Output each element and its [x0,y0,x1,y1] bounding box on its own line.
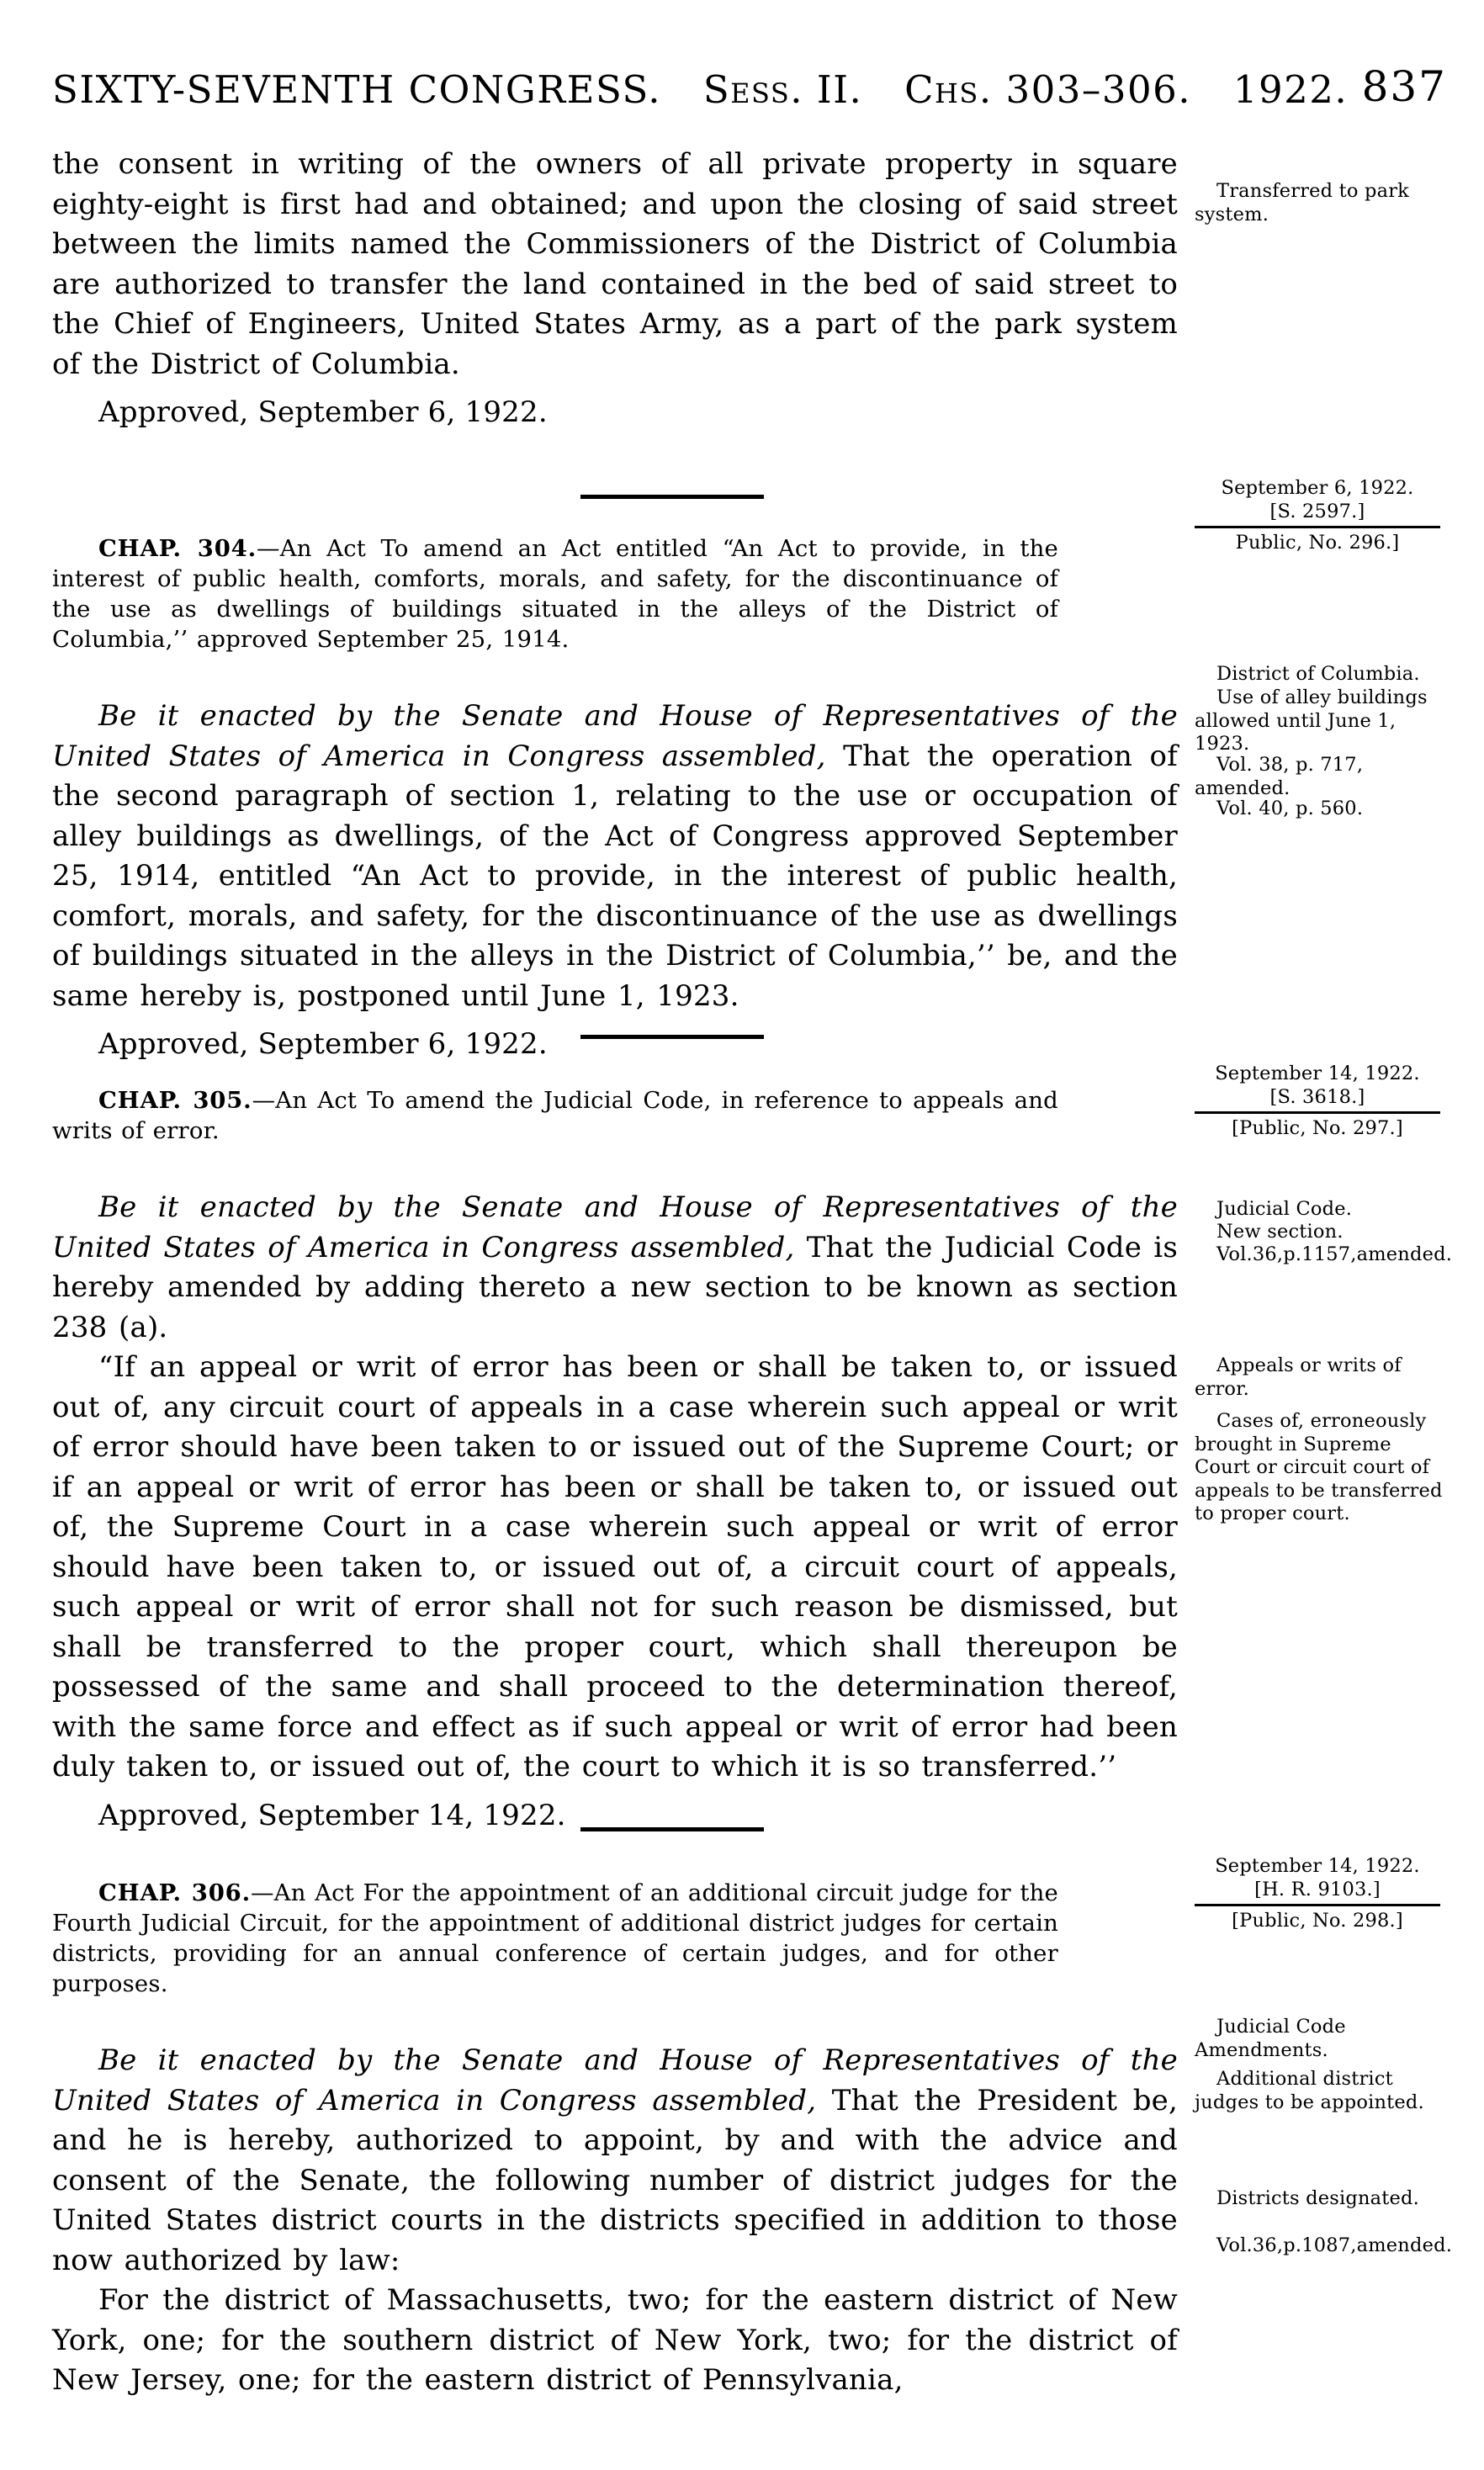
enacting-clause: Be it enacted by the Senate and House of Representatives of the United States of America in Congress assembled, [52,1190,1178,1264]
margin-note: Vol.36,p.1157,amended. [1216,1243,1453,1265]
margin-note: Transferred to park system. [1195,180,1409,225]
section-chap-304 [52,533,1178,1065]
body-text: That the Judicial Code is hereby amended by adding thereto a new section to be known as section 238 (a). [52,1230,1178,1344]
session-label: Sess. II. [702,67,863,112]
chapter-label: CHAP. 305. [98,1087,252,1114]
chapter-title: —An Act For the appointment of an additional circuit judge for the Fourth Judicial Circuit, for the appointment of additional district judges for certain districts, providing for an annual conference of certain judges, and for other purposes. [52,1879,1058,1997]
running-head [52,67,1447,112]
approval-line: Approved, September 6, 1922. [98,395,548,429]
section-chap-306 [52,1878,1178,2401]
chapter-range: Chs. 303–306. [904,67,1192,112]
section-separator-rule [580,1827,764,1831]
chapter-headnote [52,533,1058,655]
approval-line: Approved, September 14, 1922. [98,1798,566,1832]
chapter-title: —An Act To amend an Act entitled “An Act to provide, in the interest of public health, comforts, morals, and safety, for the discontinuance of the use as dwellings of buildings situated in the alleys of the District of Columbia,’’ approved September 25, 1914. [52,535,1059,653]
bill-number: [S. 2597.] [1269,501,1365,522]
paragraph [52,2041,1178,2281]
paragraph: For the district of Massachusetts, two; for the eastern district of New York, one; for the southern district of New York, two; for the district of New Jersey, one; for the eastern district of Pennsylvania, [52,2283,1178,2397]
chapter-headnote [52,1085,1058,1146]
public-law-number: [Public, No. 298.] [1232,1910,1403,1932]
margin-note: Appeals or writs of error. [1195,1354,1402,1400]
body-text: That the President be, and he is hereby, authorized to appoint, by and with the advice and consent of the Senate, the following number of district judges for the United States district courts in the districts specified in addition to those now authorized by law: [52,2083,1178,2277]
page-number: 837 [1361,62,1447,111]
approval-line: Approved, September 6, 1922. [98,1027,548,1061]
bill-number: [H. R. 9103.] [1254,1879,1381,1900]
enactment-date: September 14, 1922. [1215,1855,1420,1877]
section-chap-305 [52,1085,1178,1836]
enacting-clause: Be it enacted by the Senate and House of Representatives of the United States of America in Congress assembled, [52,2043,1178,2118]
chapter-label: CHAP. 304. [98,535,257,562]
margin-rule [1195,526,1440,528]
paragraph: “If an appeal or writ of error has been or shall be taken to, or issued out of, any circuit court of appeals in a case wherein such appeal or writ of error should have been taken to or issued out of the Supreme Court; or if an appeal or writ of error has been or shall be taken to, or issued out of, the Supreme Court in a case wherein such appeal or writ of error should have been taken to, or issued out of, a circuit court of appeals, such appeal or writ of error shall not for such reason be dismissed, but shall be transferred to the proper court, which shall thereupon be possessed of the same and shall proceed to the determination thereof, with the same force and effect as if such appeal or writ of error had been duly taken to, or issued out of, the court to which it is so transferred.’’ [52,1350,1178,1784]
margin-note: Use of alley buildings allowed until June 1, 1923. [1195,686,1428,755]
paragraph [52,697,1178,1016]
margin-note: Judicial Code Amendments. [1195,2016,1346,2061]
date-note-chap-304 [1191,476,1444,554]
margin-note: Vol. 40, p. 560. [1216,798,1364,819]
date-note-chap-306 [1191,1854,1444,1932]
public-law-number: Public, No. 296.] [1235,532,1400,554]
margin-note: New section. [1216,1221,1344,1243]
section-separator-rule [580,495,764,499]
year-label: 1922. [1232,67,1349,112]
spacer [52,1999,1178,2041]
margin-rule [1195,1111,1440,1114]
margin-note: Judicial Code. [1216,1198,1353,1220]
section-separator-rule [580,1035,764,1039]
margin-rule [1195,1904,1440,1906]
bill-number: [S. 3618.] [1269,1086,1365,1108]
spacer [52,1146,1178,1188]
body-text: That the operation of the second paragraph of section 1, relating to the use or occupation of alley buildings as dwellings, of the Act of Congress approved September 25, 1914, entitled “An Act to provide, in the interest of public health, comfort, morals, and safety, for the discontinuance of the use as dwellings of buildings situated in the alleys in the District of Columbia,’’ be, and the same hereby is, postponed until June 1, 1923. [52,739,1179,1013]
congress-title: SIXTY-SEVENTH CONGRESS. [52,67,662,112]
public-law-number: [Public, No. 297.] [1232,1117,1403,1139]
margin-note: Vol. 38, p. 717, amended. [1195,754,1364,799]
margin-note: Additional district judges to be appointed. [1195,2068,1424,2113]
chapter-title: —An Act To amend the Judicial Code, in reference to appeals and writs of error. [52,1087,1058,1144]
margin-note: District of Columbia. [1216,663,1420,685]
margin-note: Districts designated. [1216,2187,1419,2209]
enacting-clause: Be it enacted by the Senate and House of Representatives of the United States of America in Congress assembled, [52,699,1178,773]
paragraph: the consent in writing of the owners of all private property in square eighty-eight is first had and obtained; and upon the closing of said street between the limits named the Commissioners of the District of Columbia are authorized to transfer the land contained in the bed of said street to the Chief of Engineers, United States Army, as a part of the park system of the District of Columbia. [52,147,1178,381]
section-chap-303 [52,145,1178,433]
date-note-chap-305 [1191,1062,1444,1140]
spacer [52,655,1178,697]
paragraph [52,1188,1178,1348]
enactment-date: September 14, 1922. [1215,1063,1420,1084]
margin-note: Vol.36,p.1087,amended. [1216,2234,1453,2256]
margin-note: Cases of, erroneously brought in Supreme Court or circuit court of appeals to be transferred to proper court. [1195,1410,1443,1524]
chapter-headnote [52,1878,1058,1999]
chapter-label: CHAP. 306. [98,1879,251,1906]
enactment-date: September 6, 1922. [1221,477,1414,499]
